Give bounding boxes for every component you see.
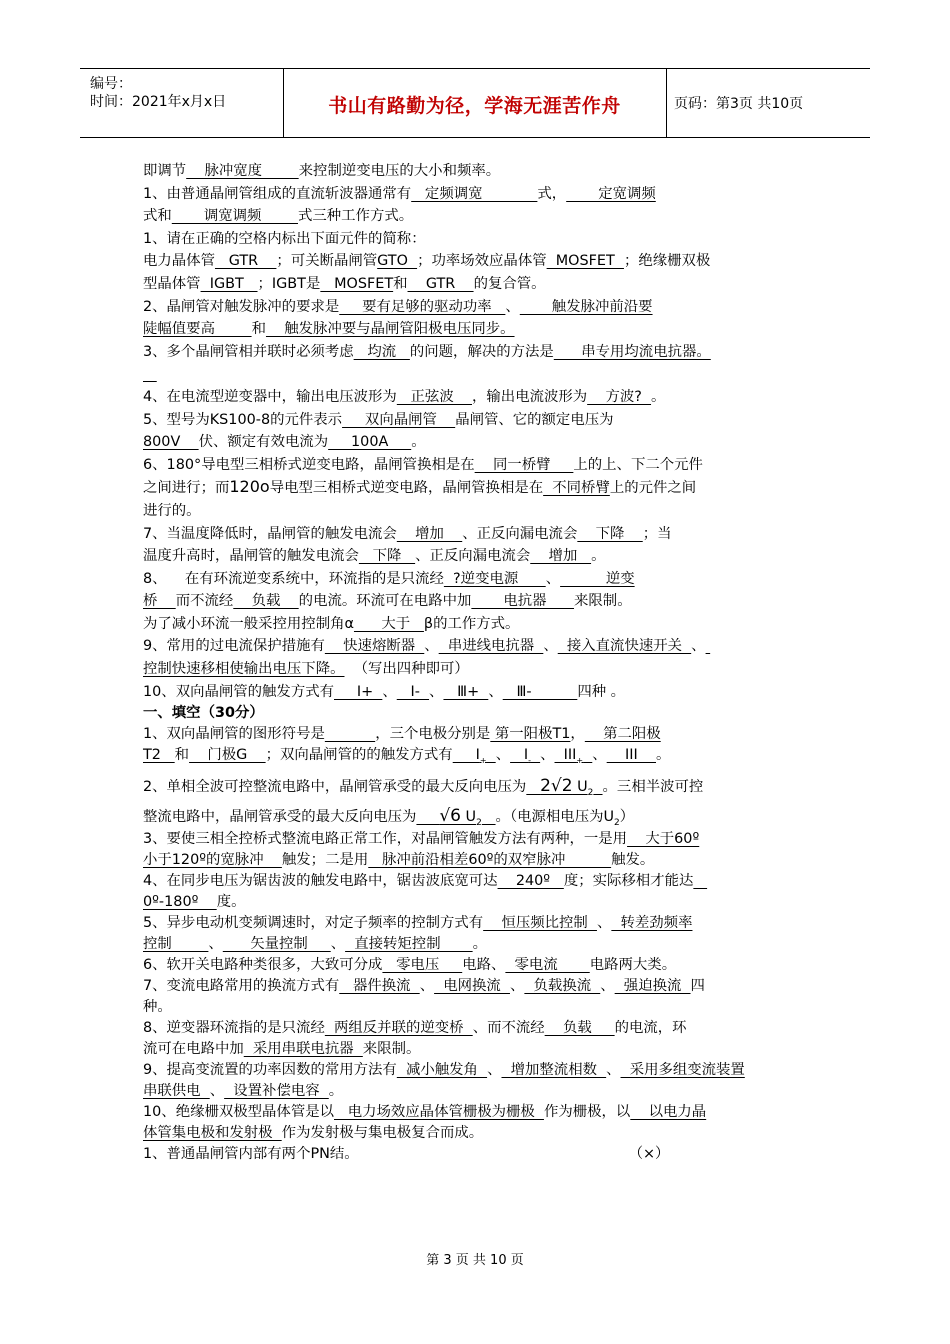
text-line: 9、常用的过电流保护措施有 快速熔断器 、 串进线电抗器 、 接入直流快速开关 、 — [143, 638, 706, 655]
text-line: 0º-180º 度。 — [143, 894, 246, 911]
text-line: 电力晶体管 GTR ；可关断晶闸管GTO ；功率场效应晶体管 MOSFET ；绝缘栅双极 — [143, 253, 711, 270]
text-line: 3、多个晶闸管相并联时必须考虑 均流 的问题，解决的方法是 串专用均流电抗器。 — [143, 343, 711, 360]
text-line: 800V 伏、额定有效电流为 100A 。 — [143, 434, 426, 451]
text-line: 1、普通晶闸管内部有两个PN结。 （×） — [143, 1146, 670, 1163]
text-line: 1、请在正确的空格内标出下面元件的简称： — [143, 230, 426, 247]
text-line: 5、型号为KS100-8的元件表示 双向晶闸管 晶闸管、它的额定电压为 — [143, 411, 614, 428]
text-line: 10、绝缘栅双极型晶体管是以 电力场效应晶体管栅极为栅极 作为栅极，以 以电力晶 — [143, 1104, 707, 1121]
text-line: 种。 — [143, 999, 172, 1016]
text-line: 桥 而不流经 负载 的电流。环流可在电路中加 电抗器 来限制。 — [143, 593, 632, 610]
time-label: 时间：2021年x月x日 — [90, 94, 227, 110]
text-line: 整流电路中，晶闸管承受的最大反向电压为 √6 $U_2$ 。（电源相电压为$U_2$） — [143, 806, 635, 828]
section-heading: 一、填空（30分） — [143, 705, 264, 722]
text-line: 温度升高时，晶闸管的触发电流会 下降 、正反向漏电流会 增加 。 — [143, 548, 606, 565]
text-line: 6、软开关电路种类很多，大致可分成 零电压 电路、 零电流 电路两大类。 — [143, 957, 677, 974]
text-line: 进行的。 — [143, 502, 201, 519]
page-header — [80, 68, 870, 138]
text-line — [143, 363, 815, 386]
text-line: 为了减小环流一般采控用控制角α 大于 β的工作方式。 — [143, 615, 520, 632]
text-line: 7、变流电路常用的换流方式有 器件换流 、 电网换流 、 负载换流 、 强迫换流 四 — [143, 978, 705, 995]
header-divider — [666, 69, 667, 137]
text-line: 7、当温度降低时，晶闸管的触发电流会 增加 、正反向漏电流会 下降 ；当 — [143, 525, 672, 542]
document-body — [143, 160, 815, 1165]
text-line: 体管集电极和发射极 作为发射极与集电极复合而成。 — [143, 1125, 484, 1142]
text-line: 小于120º的宽脉冲 触发；二是用 脉冲前沿相差60º的双窄脉冲 触发。 — [143, 852, 655, 869]
text-line: 1、双向晶闸管的图形符号是 ，三个电极分别是 第一阳极T1， 第二阳极 — [143, 726, 661, 743]
number-label: 编号： — [90, 76, 132, 92]
text-line: 即调节 脉冲宽度 来控制逆变电压的大小和频率。 — [143, 163, 501, 179]
text-line: 4、在电流型逆变器中，输出电压波形为 正弦波 ，输出电流波形为 方波? 。 — [143, 388, 666, 405]
text-line: 串联供电 、 设置补偿电容 。 — [143, 1083, 344, 1100]
text-line: 1、由普通晶闸管组成的直流斩波器通常有 定频调宽 式， 定宽调频 — [143, 185, 656, 202]
text-line: 10、双向晶闸管的触发方式有 Ⅰ+ 、 Ⅰ- 、 Ⅲ+ 、 Ⅲ- 四种 。 — [143, 683, 626, 700]
text-line: 之间进行；而120o导电型三相桥式逆变电路，晶闸管换相是在 不同桥臂上的元件之间 — [143, 477, 697, 497]
text-line: 控制快速移相使输出电压下降。 （写出四种即可） — [143, 661, 469, 678]
text-line: 6、180°导电型三相桥式逆变电路，晶闸管换相是在 同一桥臂 上的上、下二个元件 — [143, 456, 703, 473]
page-number-label: 页码：第3页 共10页 — [674, 96, 804, 112]
text-line: 流可在电路中加 采用串联电抗器 来限制。 — [143, 1041, 421, 1058]
text-line: 控制 、 矢量控制 、 直接转矩控制 。 — [143, 936, 488, 953]
text-line: T2 和 门极G ；双向晶闸管的的触发方式有 $I_+$ 、 $I_-$ 、 $III_+$ 、 III 。 — [143, 747, 671, 766]
text-line: 9、提高变流置的功率因数的常用方法有 减小触发角 、 增加整流相数 、 采用多组变流装置 — [143, 1062, 745, 1079]
text-line: 8、 在有环流逆变系统中，环流指的是只流经 ?逆变电源 、 逆变 — [143, 570, 635, 587]
text-line: 陡幅值要高 和 触发脉冲要与晶闸管阳极电压同步。 — [143, 321, 515, 338]
text-line: 4、在同步电压为锯齿波的触发电路中，锯齿波底宽可达 240º 度；实际移相才能达 — [143, 873, 694, 890]
header-motto: 书山有路勤为径，学海无涯苦作舟 — [328, 95, 621, 117]
text-line: 3、要使三相全控桥式整流电路正常工作，对晶闸管触发方法有两种，一是用 大于60º — [143, 831, 700, 848]
text-line: 2、晶闸管对触发脉冲的要求是 要有足够的驱动功率 、 触发脉冲前沿要 — [143, 298, 653, 315]
page-footer: 第 3 页 共 10 页 — [426, 1253, 524, 1268]
text-line: 型晶体管 IGBT ；IGBT是 MOSFET和 GTR 的复合管。 — [143, 275, 546, 292]
text-line: 5、异步电动机变频调速时，对定子频率的控制方式有 恒压频比控制 、 转差劲频率 — [143, 915, 693, 932]
text-line: 2、单相全波可控整流电路中，晶闸管承受的最大反向电压为 2√2 $U_2$ 。三相半波可控 — [143, 776, 704, 798]
text-line: 8、逆变器环流指的是只流经 两组反并联的逆变桥 、而不流经 负载 的电流，环 — [143, 1020, 687, 1037]
text-line: 式和 调宽调频 式三种工作方式。 — [143, 208, 414, 225]
